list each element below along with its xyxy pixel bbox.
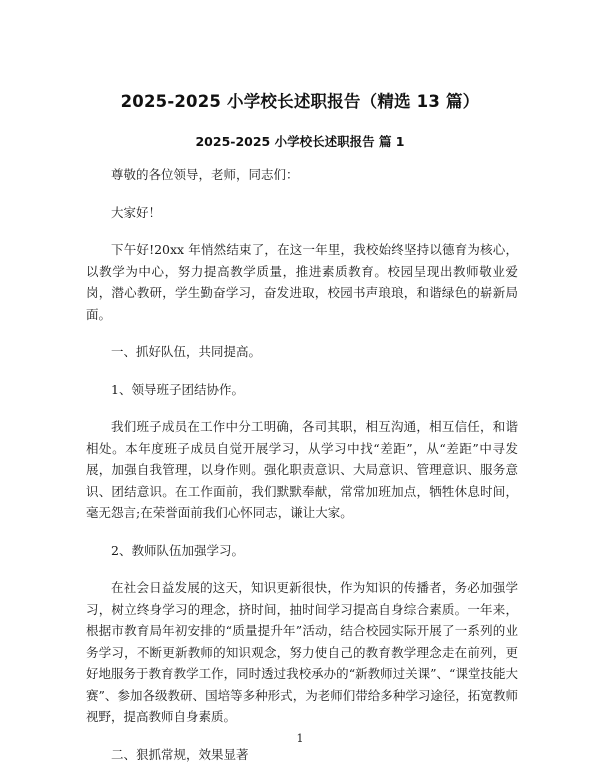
document-body [86,164,518,781]
paragraph-leadership: 我们班子成员在工作中分工明确，各司其职，相互沟通，相互信任，和谐相处。本年度班子成员自觉开展学习，从学习中找“差距”，从“差距”中寻发展，加强自我管理，以身作则。强化职责意识、大局意识、管理意识、服务意识、团结意识。在工作面前，我们默默奉献，常常加班加点，牺牲休息时间，毫无怨言;在荣誉面前我们心怀同志，谦让大家。 [86,419,518,520]
salutation: 尊敬的各位领导，老师，同志们： [111,167,299,182]
subheading-teachers: 2、教师队伍加强学习。 [111,542,244,558]
subheading-leadership: 1、领导班子团结协作。 [111,381,244,397]
paragraph-teachers: 在社会日益发展的这天，知识更新很快，作为知识的传播者，务必加强学习，树立终身学习的理念，挤时间，抽时间学习提高自身综合素质。一年来，根据市教育局年初安排的“质量提升年”活动，结合校园实际开展了一系列的业务学习，不断更新教师的知识观念，努力使自己的教育教学理念走在前列，更好地服务于教育教学工作，同时透过我校承办的“新教师过关课”、“课堂技能大赛”、参加各级教研、国培等多种形式，为老师们带给多种学习途径，拓宽教师视野，提高教师自身素质。 [86,580,518,724]
greeting: 大家好！ [111,204,162,220]
heading-two: 二、狠抓常规，效果显著 [111,746,249,762]
page-number: 1 [296,732,304,745]
document-title: 2025-2025 小学校长述职报告（精选 13 篇） [120,92,480,111]
heading-one: 一、抓好队伍，共同提高。 [111,344,262,359]
paragraph-intro: 下午好!20xx 年悄然结束了，在这一年里，我校始终坚持以德育为核心，以教学为中心，努力提高教学质量，推进素质教育。校园呈现出教师敬业爱岗，潜心教研，学生勤奋学习，奋发进取，校园书声琅琅，和谐绿色的崭新局面。 [86,242,518,322]
section-title: 2025-2025 小学校长述职报告 篇 1 [195,134,405,149]
